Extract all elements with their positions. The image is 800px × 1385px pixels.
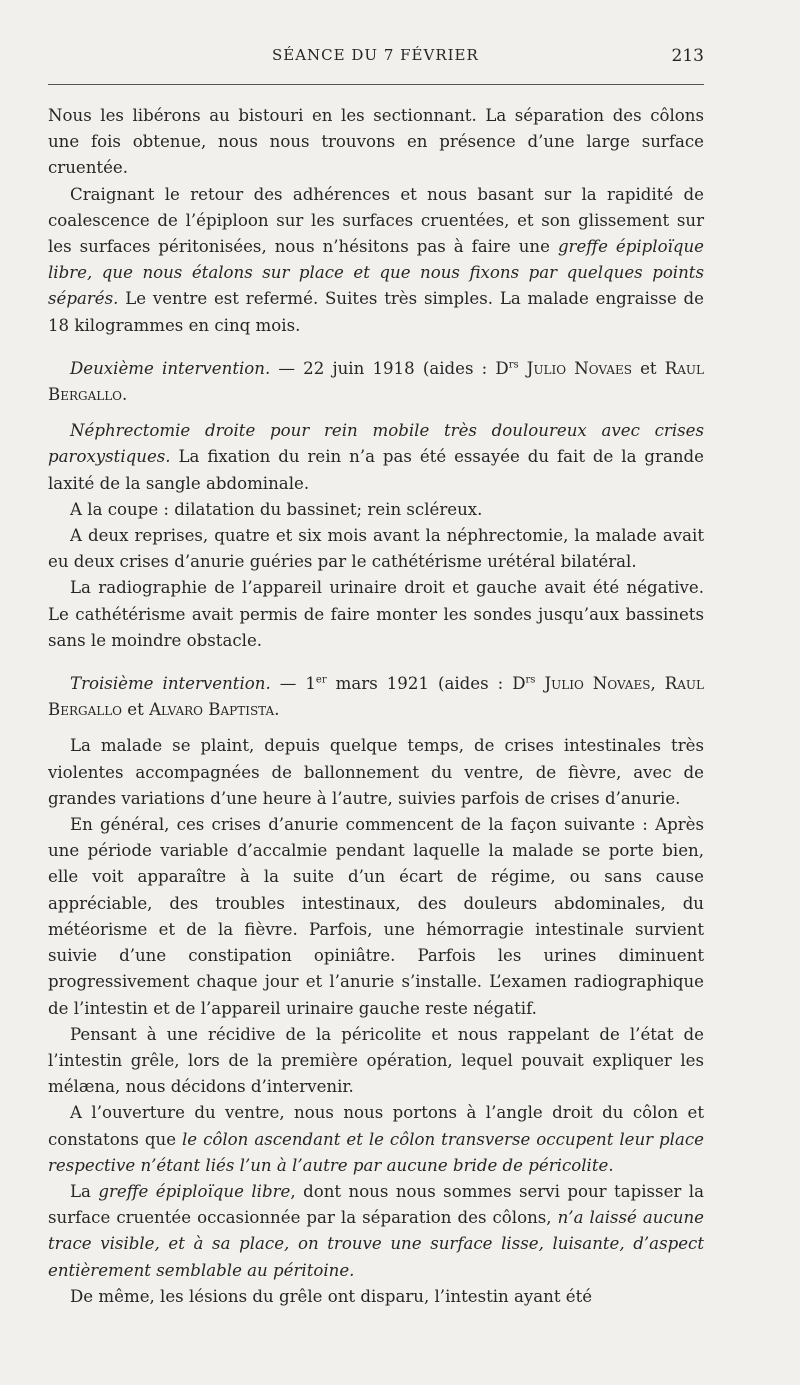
text-run: . [122,385,128,405]
person-name: Raul Bergallo [48,358,704,405]
italic-text: le côlon ascendant et le côlon transverse occupent leur place respective n’étant liés l’un à l’autre par aucune bride de péricolite. [48,1129,704,1175]
text-run: et [122,700,150,720]
text-run: mars 1921 (aides : D [326,674,526,694]
text-run: La malade se plaint, depuis quelque temps, de crises intestinales très violentes accompagnées de ballonnement du ventre, de fièvre, avec de grandes variations d’une heure à l’autre, suivies parfois de crises d’anurie. [48,736,704,808]
text-run: La fixation du rein n’a pas été essayée du fait de la grande laxité de la sangle abdominale. [48,447,704,493]
running-title: SÉANCE DU 7 FÉVRIER [272,46,479,64]
text-run: . [274,700,280,720]
italic-text: Néphrectomie droite pour rein mobile très douloureux avec crises paroxystiques. [48,421,704,467]
text-run: , [650,674,665,694]
text-run: En général, ces crises d’anurie commencent de la façon suivante : Après une période variable d’accalmie pendant laquelle la malade se porte bien, elle voit apparaître à la suite d’un écart de régime, ou sans cause appréciable, des troubles intestinaux, des douleurs abdominales, du météorisme et de la fièvre. Parfois, une hémorragie intestinale survient suivie d’une constipation opiniâtre. Parfois les urines diminuent progressivement chaque jour et l’anurie s’installe. L’examen radiographique de l’intestin et de l’appareil urinaire gauche reste négatif. [48,815,704,1018]
paragraph [48,733,704,812]
text-run: et [631,358,665,378]
text-run: Nous les libérons au bistouri en les sectionnant. La séparation des côlons une fois obtenue, nous nous trouvons en présence d’une large surface cruentée. [48,106,704,178]
header-rule [48,84,704,85]
text-run: Le ventre est refermé. Suites très simples. La malade engraisse de 18 kilogrammes en cinq mois. [48,289,704,335]
paragraph [48,1284,704,1310]
paragraph [48,497,704,523]
italic-text: Troisième intervention. [70,674,271,694]
text-run: Pensant à une récidive de la péricolite et nous rappelant de l’état de l’intestin grêle, lors de la première opération, lequel pouvait expliquer les mélæna, nous décidons d’intervenir. [48,1024,704,1097]
page-number: 213 [671,46,704,66]
italic-text: Deuxième intervention. [70,358,271,378]
paragraph [48,812,704,1022]
paragraph [48,182,704,339]
text-run: La [70,1181,99,1201]
paragraph [48,1100,704,1179]
text-run: rs [508,359,519,371]
text-run: A deux reprises, quatre et six mois avant la néphrectomie, la malade avait eu deux crises d’anurie guéries par le cathétérisme urétéral bilatéral. [48,526,704,572]
text-run: , dont nous nous sommes servi pour tapisser la surface cruentée occasionnée par la séparation des côlons, [48,1181,704,1228]
person-name: Alvaro Baptista [149,700,275,720]
paragraph [48,1022,704,1101]
paragraph [48,523,704,575]
text-run: rs [525,674,536,686]
section-heading-deuxieme [48,356,704,408]
person-name: Julio Novaes [544,674,651,694]
text-run: — 22 juin 1918 (aides : D [270,358,509,378]
italic-text: greffe épiploïque libre [98,1181,291,1201]
text-run: A l’ouverture du ventre, nous nous portons à l’angle droit du côlon et constatons que [48,1103,704,1149]
paragraph [48,1179,704,1284]
text-run [519,359,527,378]
text-run: Craignant le retour des adhérences et nous basant sur la rapidité de coalescence de l’épiploon sur les surfaces cruentées, et son glissement sur les surfaces péritonisées, nous n’hésitons pas à faire une [48,184,704,257]
body-text [48,103,704,1310]
text-run: A la coupe : dilatation du bassinet; rein scléreux. [70,499,483,519]
text-run: La radiographie de l’appareil urinaire droit et gauche avait été négative. Le cathétérisme avait permis de faire monter les sondes jusqu’aux bassinets sans le moindre obstacle. [48,578,704,650]
section-heading-troisieme [48,671,704,723]
italic-text: n’a laissé aucune trace visible, et à sa place, on trouve une surface lisse, luisante, d’aspect entièrement semblable au péritoine. [48,1208,704,1280]
text-run: — 1 [270,674,316,694]
paragraph [48,418,704,497]
person-name: Julio Novaes [526,358,632,378]
paragraph [48,575,704,654]
text-run: er [315,674,327,686]
paragraph [48,103,704,182]
text-run: De même, les lésions du grêle ont disparu, l’intestin ayant été [70,1286,593,1306]
italic-text: greffe épiploïque libre, que nous étalons sur place et que nous fixons par quelques points séparés. [48,237,704,309]
person-name: Raul Bergallo [48,674,704,720]
page-header [48,46,704,70]
